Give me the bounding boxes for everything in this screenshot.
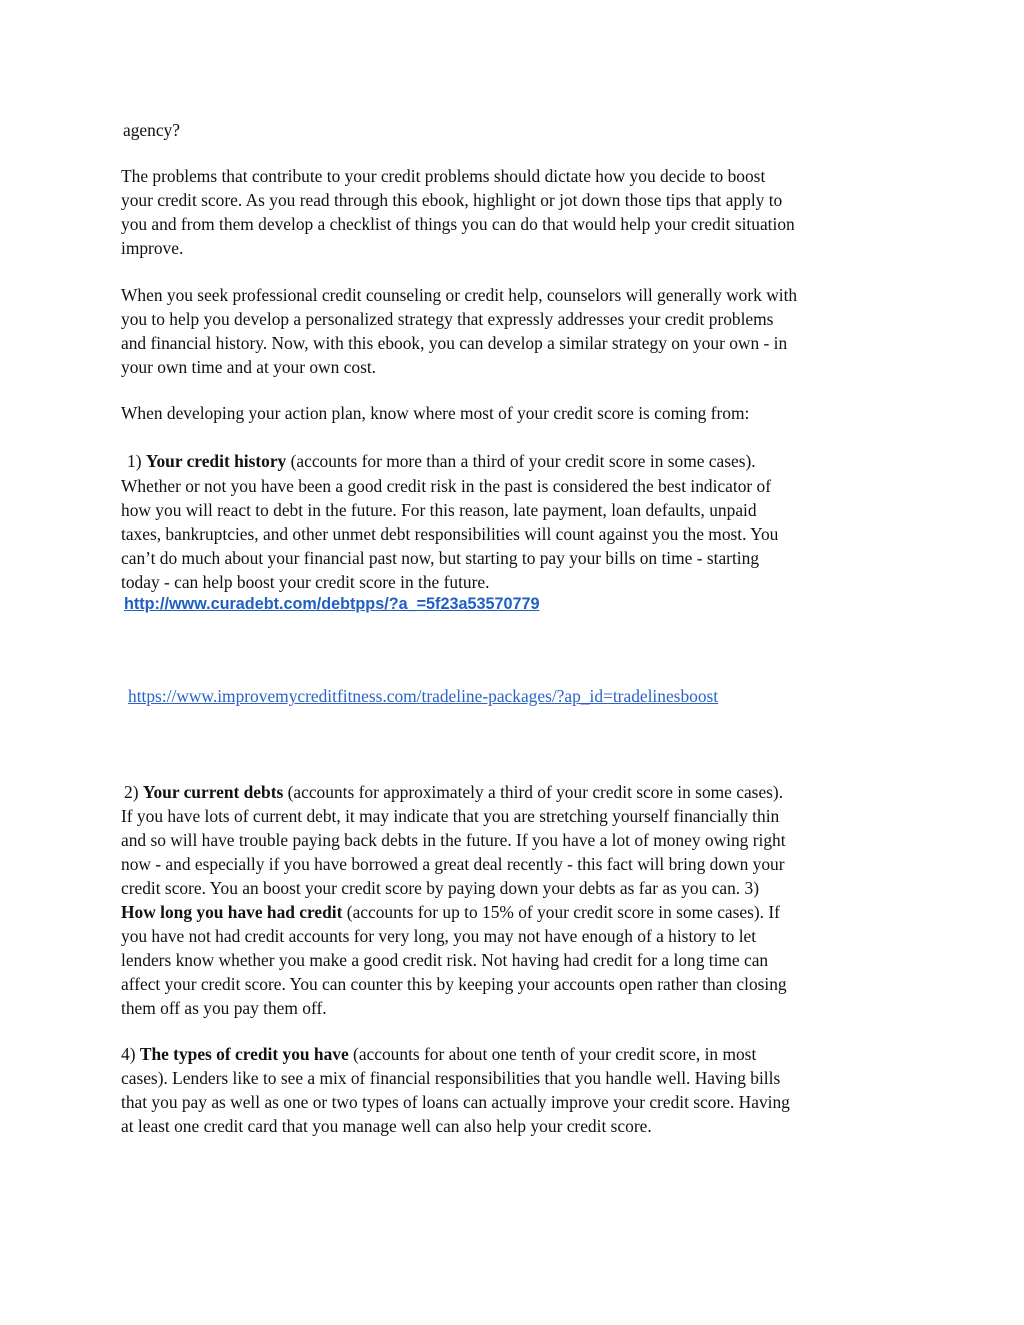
- intro-text: agency?: [123, 120, 180, 140]
- paragraph-line: cases). Lenders like to see a mix of financial responsibilities that you handle well. Having bills: [121, 1068, 781, 1088]
- paragraph-line: improve.: [121, 238, 184, 258]
- paragraph-line: and so will have trouble paying back debts in the future. If you have a lot of money owing right: [121, 830, 786, 850]
- item-title: How long you have had credit: [121, 902, 343, 922]
- paragraph-line: you have not had credit accounts for very long, you may not have enough of a history to let: [121, 926, 757, 946]
- paragraph-line: credit score. You an boost your credit score by paying down your debts as far as you can. 3): [121, 878, 759, 898]
- paragraph-line: When you seek professional credit counseling or credit help, counselors will generally work with: [121, 285, 798, 305]
- paragraph-line: affect your credit score. You can counter this by keeping your accounts open rather than closing: [121, 974, 787, 994]
- item-title: The types of credit you have: [139, 1044, 349, 1064]
- paragraph-line: you to help you develop a personalized strategy that expressly addresses your credit problems: [121, 309, 774, 329]
- paragraph-line: lenders know whether you make a good credit risk. Not having had credit for a long time can: [121, 950, 769, 970]
- paragraph-line: and financial history. Now, with this ebook, you can develop a similar strategy on your own - in: [121, 333, 788, 353]
- paragraph-line: that you pay as well as one or two types of loans can actually improve your credit score. Having: [121, 1092, 790, 1112]
- item-title: Your current debts: [142, 782, 284, 802]
- list-item-heading: [121, 900, 780, 924]
- item-description: (accounts for approximately a third of your credit score in some cases).: [283, 782, 784, 802]
- item-description: (accounts for more than a third of your credit score in some cases).: [286, 451, 756, 471]
- paragraph-line: If you have lots of current debt, it may indicate that you are stretching yourself financially thin: [121, 806, 780, 826]
- item-number: 1): [127, 451, 146, 471]
- paragraph-line: now - and especially if you have borrowed a great deal recently - this fact will bring down your: [121, 854, 785, 874]
- item-number: 4): [121, 1044, 140, 1064]
- item-description: (accounts for up to 15% of your credit score in some cases). If: [342, 902, 780, 922]
- paragraph-line: Whether or not you have been a good credit risk in the past is considered the best indicator of: [121, 476, 772, 496]
- list-item-heading: [124, 780, 783, 804]
- item-number: 2): [124, 782, 143, 802]
- list-item-heading: [121, 1042, 756, 1066]
- paragraph-line: taxes, bankruptcies, and other unmet debt responsibilities will count against you the most. You: [121, 524, 779, 544]
- paragraph-line: The problems that contribute to your credit problems should dictate how you decide to boost: [121, 166, 766, 186]
- curadebt-link[interactable]: http://www.curadebt.com/debtpps/?a_=5f23a53570779: [124, 595, 540, 613]
- paragraph-line: your own time and at your own cost.: [121, 357, 377, 377]
- paragraph-line: them off as you pay them off.: [121, 998, 327, 1018]
- paragraph-action-plan: When developing your action plan, know where most of your credit score is coming from:: [121, 403, 750, 423]
- paragraph-line: at least one credit card that you manage well can also help your credit score.: [121, 1116, 652, 1136]
- paragraph-line: can’t do much about your financial past now, but starting to pay your bills on time - starting: [121, 548, 760, 568]
- list-item-heading: [127, 449, 756, 473]
- paragraph-line: today - can help boost your credit score in the future.: [121, 572, 490, 592]
- item-description: (accounts for about one tenth of your credit score, in most: [348, 1044, 757, 1064]
- paragraph-line: how you will react to debt in the future. For this reason, late payment, loan defaults, unpaid: [121, 500, 757, 520]
- paragraph-line: your credit score. As you read through this ebook, highlight or jot down those tips that apply to: [121, 190, 783, 210]
- tradeline-link[interactable]: https://www.improvemycreditfitness.com/tradeline-packages/?ap_id=tradelinesboost: [128, 686, 719, 706]
- item-title: Your credit history: [145, 451, 287, 471]
- paragraph-line: you and from them develop a checklist of things you can do that would help your credit situation: [121, 214, 795, 234]
